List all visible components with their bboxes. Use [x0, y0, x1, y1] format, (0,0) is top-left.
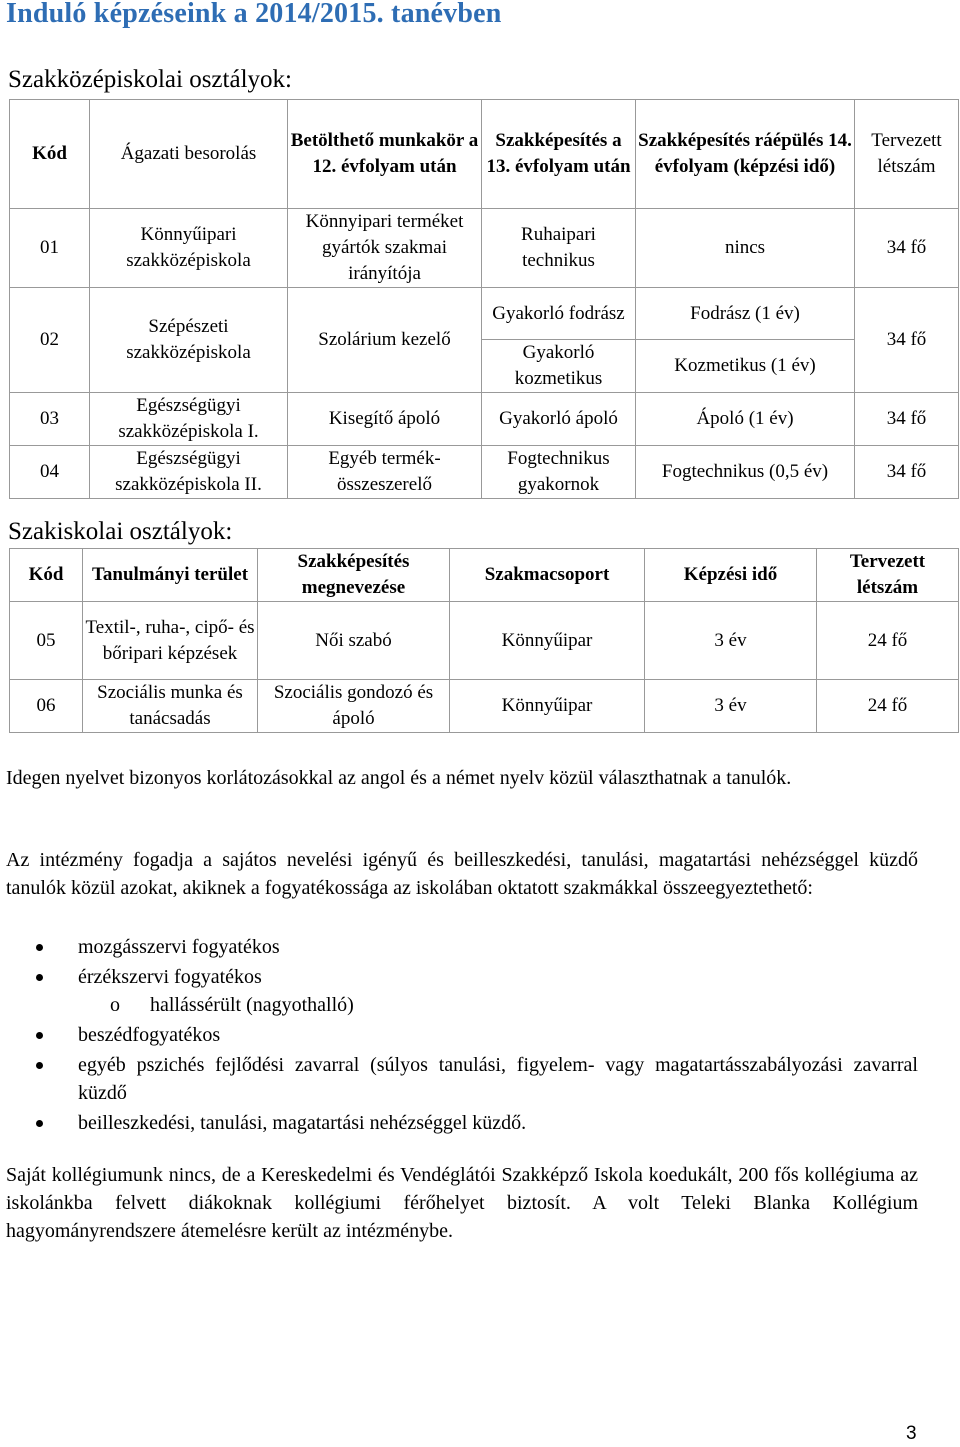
- cell-raepules: Fogtechnikus (0,5 év): [636, 446, 855, 499]
- list-item-text: mozgásszervi fogyatékos: [78, 936, 280, 958]
- table-row: [10, 209, 959, 288]
- cell-munkakor: Kisegítő ápoló: [288, 393, 482, 446]
- paragraph-language: Idegen nyelvet bizonyos korlátozásokkal az angol és a német nyelv közül választhatnak a tanulók.: [6, 767, 792, 789]
- list-item-text: beszédfogyatékos: [78, 1024, 221, 1046]
- cell-ido: 3 év: [645, 680, 817, 733]
- page-title: Induló képzéseink a 2014/2015. tanévben: [6, 0, 502, 29]
- cell-munkakor: Könnyipari terméket gyártók szakmai irányítója: [288, 209, 482, 288]
- list-item: [0, 963, 918, 991]
- cell-szak13: Ruhaipari technikus: [482, 209, 636, 288]
- cell-munkakor: Szolárium kezelő: [288, 288, 482, 393]
- header-szak13: Szakképesítés a 13. évfolyam után: [482, 100, 636, 209]
- header-kod: Kód: [10, 549, 83, 602]
- cell-raepules: Kozmetikus (1 év): [636, 340, 855, 393]
- cell-szakkepesites: Női szabó: [258, 602, 450, 680]
- bullet-icon: [36, 1062, 43, 1069]
- cell-kod: 06: [10, 680, 83, 733]
- list-item: [0, 1051, 918, 1107]
- table-row: [10, 680, 959, 733]
- table-row: [10, 446, 959, 499]
- cell-szak13: Fogtechnikus gyakornok: [482, 446, 636, 499]
- sub-list-item: [0, 991, 918, 1019]
- cell-kod: 01: [10, 209, 90, 288]
- cell-ido: 3 év: [645, 602, 817, 680]
- cell-szak13: Gyakorló ápoló: [482, 393, 636, 446]
- cell-raepules: Fodrász (1 év): [636, 288, 855, 340]
- table-szakiskola: [9, 548, 959, 733]
- table-header-row: [10, 549, 959, 602]
- list-item: [0, 933, 918, 961]
- bullet-icon: [36, 1032, 43, 1039]
- header-letszam: Tervezett létszám: [817, 549, 959, 602]
- section-title-szakiskola: Szakiskolai osztályok:: [8, 518, 233, 545]
- cell-agazat: Egészségügyi szakközépiskola I.: [90, 393, 288, 446]
- header-agazat: Ágazati besorolás: [90, 100, 288, 209]
- bullet-icon: [36, 1120, 43, 1127]
- page-number: 3: [906, 1423, 917, 1444]
- header-szakkepesites: Szakképesítés megnevezése: [258, 549, 450, 602]
- cell-agazat: Egészségügyi szakközépiskola II.: [90, 446, 288, 499]
- cell-terulet: Szociális munka és tanácsadás: [83, 680, 258, 733]
- cell-szakkepesites: Szociális gondozó és ápoló: [258, 680, 450, 733]
- list-item: [0, 1109, 918, 1137]
- header-terulet: Tanulmányi terület: [83, 549, 258, 602]
- cell-szakmacsoport: Könnyűipar: [450, 680, 645, 733]
- cell-kod: 04: [10, 446, 90, 499]
- list-item-text: hallássérült (nagyothalló): [150, 994, 354, 1016]
- table-row: [10, 602, 959, 680]
- bullet-icon: [36, 944, 43, 951]
- cell-kod: 05: [10, 602, 83, 680]
- sub-bullet-icon: o: [110, 994, 120, 1016]
- disability-list: [0, 933, 918, 1137]
- table-header-row: [10, 100, 959, 209]
- cell-letszam: 34 fő: [855, 209, 959, 288]
- paragraph-special-needs: Az intézmény fogadja a sajátos nevelési igényű és beilleszkedési, tanulási, magatartási nehézséggel küzdő tanulók közül azokat, akiknek a fogyatékossága az iskolában oktatott szakmákkal összeegyeztethető:: [6, 849, 918, 899]
- cell-szakmacsoport: Könnyűipar: [450, 602, 645, 680]
- header-munkakor: Betölthető munkakör a 12. évfolyam után: [288, 100, 482, 209]
- paragraph-dormitory: Saját kollégiumunk nincs, de a Kereskedelmi és Vendéglátói Szakképző Iskola koedukált, 200 fős kollégiuma az iskolánkba felvett diákoknak kollégiumi férőhelyet biztosít. A volt Teleki Blanka Kollégium hagyományrendszere átemelésre került az intézménybe.: [6, 1164, 918, 1242]
- header-ido: Képzési idő: [645, 549, 817, 602]
- header-kod: Kód: [10, 100, 90, 209]
- header-szakmacsoport: Szakmacsoport: [450, 549, 645, 602]
- cell-terulet: Textil-, ruha-, cipő- és bőripari képzések: [83, 602, 258, 680]
- list-item-text: érzékszervi fogyatékos: [78, 966, 262, 988]
- table-szakkozepiskola: [9, 99, 959, 499]
- header-raepules: Szakképesítés ráépülés 14. évfolyam (képzési idő): [636, 100, 855, 209]
- section-title-szakkozepiskola: Szakközépiskolai osztályok:: [8, 66, 292, 93]
- cell-raepules: nincs: [636, 209, 855, 288]
- cell-munkakor: Egyéb termék-összeszerelő: [288, 446, 482, 499]
- cell-letszam: 34 fő: [855, 393, 959, 446]
- cell-letszam: 24 fő: [817, 680, 959, 733]
- cell-szak13: Gyakorló kozmetikus: [482, 340, 636, 393]
- header-letszam: Tervezett létszám: [855, 100, 959, 209]
- cell-kod: 02: [10, 288, 90, 393]
- bullet-icon: [36, 974, 43, 981]
- cell-szak13: Gyakorló fodrász: [482, 288, 636, 340]
- list-item-text: beilleszkedési, tanulási, magatartási nehézséggel küzdő.: [78, 1112, 527, 1134]
- list-item-text: egyéb pszichés fejlődési zavarral (súlyos tanulási, figyelem- vagy magatartásszabályozási zavarral küzdő: [78, 1054, 918, 1104]
- cell-raepules: Ápoló (1 év): [636, 393, 855, 446]
- cell-agazat: Szépészeti szakközépiskola: [90, 288, 288, 393]
- list-item: [0, 1021, 918, 1049]
- table-row: [10, 288, 959, 340]
- cell-letszam: 24 fő: [817, 602, 959, 680]
- cell-letszam: 34 fő: [855, 446, 959, 499]
- cell-agazat: Könnyűipari szakközépiskola: [90, 209, 288, 288]
- cell-kod: 03: [10, 393, 90, 446]
- table-row: [10, 393, 959, 446]
- cell-letszam: 34 fő: [855, 288, 959, 393]
